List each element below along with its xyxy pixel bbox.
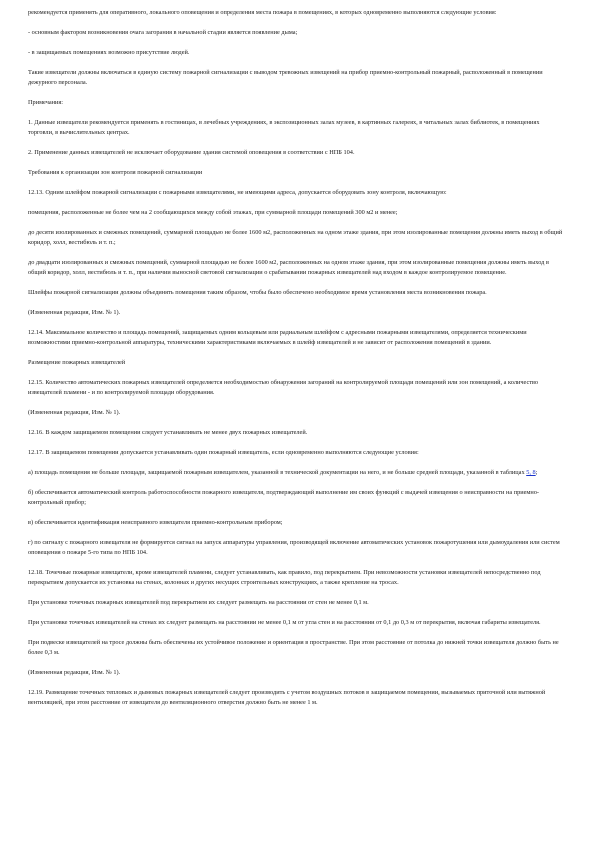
clause-12-17-item-b: б) обеспечивается автоматический контроль работоспособности пожарного извещателя, подтверждающий выполнение им своих функций с выдачей извещения о неисправности на приемно-контрольный прибор; bbox=[28, 489, 539, 506]
item-a-end: ; bbox=[535, 469, 538, 476]
paragraph-condition-smoke: - основным фактором возникновения очага загорания в начальной стадии является появление дыма; bbox=[28, 29, 298, 36]
paragraph-cable-mount: При подвеске извещателей на тросе должны быть обеспечены их устойчивое положение и ориентация в пространстве. При этом расстояние от потолка до нижней точки извещателя должно быть не более 0,3 м. bbox=[28, 639, 559, 656]
item-a-text: а) площадь помещения не больше площади, защищаемой пожарным извещателем, указанной в технической документации на него, и не больше средней площади, указанной в таблицах bbox=[28, 469, 527, 476]
clause-12-13: 12.13. Одним шлейфом пожарной сигнализации с пожарными извещателями, не имеющими адреса, допускается оборудовать зону контроля, включающую: bbox=[28, 189, 447, 196]
paragraph-wall-distance: При установке точечных извещателей на стенах их следует размещать на расстоянии не менее 0,1 м от угла стен и на расстоянии от 0,1 до 0,3 м от перекрытия, включая габариты извещателя. bbox=[28, 619, 541, 626]
clause-12-13-item-2: до десяти изолированных и смежных помещений, суммарной площадью не более 1600 м2, расположенных на одном этаже здания, при этом изолированные помещения должны иметь выход в общий коридор, холл, вестибюль и т. п.; bbox=[28, 229, 563, 246]
clause-12-13-item-3: до двадцати изолированных и смежных помещений, суммарной площадью не более 1600 м2, расположенных на одном этаже здания, при этом изолированные помещения должны иметь выход в общий коридор, холл, вестибюль и т. п., при наличии выносной световой сигнализации о срабатывании пожарных извещателей над входом в каждое контролируемое помещение. bbox=[28, 259, 549, 276]
clause-12-15: 12.15. Количество автоматических пожарных извещателей определяется необходимостью обнаружения загораний на контролируемой площади помещений или зон помещений, а количество извещателей пламени - и по контролируемой площади оборудования. bbox=[28, 379, 539, 396]
note-1: 1. Данные извещатели рекомендуется применять в гостиницах, в лечебных учреждениях, в экспозиционных залах музеев, в картинных галереях, в читальных залах библиотек, в помещениях торговли, в вычислительных центрах. bbox=[28, 119, 540, 136]
paragraph-condition-people: - в защищаемых помещениях возможно присутствие людей. bbox=[28, 49, 190, 56]
amendment-note: (Измененная редакция, Изм. № 1). bbox=[28, 669, 121, 676]
clause-12-18: 12.18. Точечные пожарные извещатели, кроме извещателей пламени, следует устанавливать, как правило, под перекрытием. При невозможности установки извещателей непосредственно под перекрытием допускается их установка на стенах, колоннах и других несущих строительных конструкциях, а также крепление на тросах. bbox=[28, 569, 541, 586]
clause-12-16: 12.16. В каждом защищаемом помещении следует устанавливать не менее двух пожарных извещателей. bbox=[28, 429, 308, 436]
amendment-note: (Измененная редакция, Изм. № 1). bbox=[28, 309, 121, 316]
notes-heading: Примечания: bbox=[28, 99, 64, 106]
tables-link[interactable]: 5, 8 bbox=[526, 469, 536, 476]
paragraph-unified-system: Такие извещатели должны включаться в единую систему пожарной сигнализации с выводом тревожных извещений на прибор приемно-контрольный пожарный, расположенный в помещении дежурного персонала. bbox=[28, 69, 543, 86]
clause-12-19: 12.19. Размещение точечных тепловых и дымовых пожарных извещателей следует производить с учетом воздушных потоков в защищаемом помещении, вызываемых приточной или вытяжной вентиляцией, при этом расстояние от извещателя до вентиляционного отверстия должно быть не менее 1 м. bbox=[28, 689, 546, 706]
note-2: 2. Применение данных извещателей не исключает оборудование здания системой оповещения в соответствии с НПБ 104. bbox=[28, 149, 355, 156]
clause-12-17-item-a bbox=[28, 468, 566, 478]
clause-12-17-item-d: г) по сигналу с пожарного извещателя не формируется сигнал на запуск аппаратуры управления, производящей включение автоматических установок пожаротушения или дымоудаления или систем оповещения о пожаре 5-го типа по НПБ 104. bbox=[28, 539, 560, 556]
clause-12-17-item-c: в) обеспечивается идентификация неисправного извещателя приемно-контрольным прибором; bbox=[28, 519, 283, 526]
paragraph-intro-continuation: рекомендуется применять для оперативного, локального оповещения и определения места пожара в помещениях, в которых одновременно выполняются следующие условия: bbox=[28, 9, 497, 16]
section-heading-zones: Требования к организации зон контроля пожарной сигнализации bbox=[28, 169, 203, 176]
section-heading-placement: Размещение пожарных извещателей bbox=[28, 359, 126, 366]
clause-12-14: 12.14. Максимальное количество и площадь помещений, защищаемых одним кольцевым или радиальным шлейфом с адресными пожарными извещателями, определяется техническими возможностями приемно-контрольной аппаратуры, техническими характеристиками включаемых в шлейф извещателей и не зависит от расположения помещений в здании. bbox=[28, 329, 527, 346]
paragraph-loops: Шлейфы пожарной сигнализации должны объединять помещения таким образом, чтобы было обеспечено необходимое время установления места возникновения пожара. bbox=[28, 289, 487, 296]
paragraph-ceiling-distance: При установке точечных пожарных извещателей под перекрытием их следует размещать на расстоянии от стен не менее 0,1 м. bbox=[28, 599, 369, 606]
clause-12-13-item-1: помещения, расположенные не более чем на 2 сообщающихся между собой этажах, при суммарной площади помещений 300 м2 и менее; bbox=[28, 209, 398, 216]
clause-12-17: 12.17. В защищаемом помещении допускается устанавливать один пожарный извещатель, если одновременно выполняются следующие условия: bbox=[28, 449, 419, 456]
amendment-note: (Измененная редакция, Изм. № 1). bbox=[28, 409, 121, 416]
